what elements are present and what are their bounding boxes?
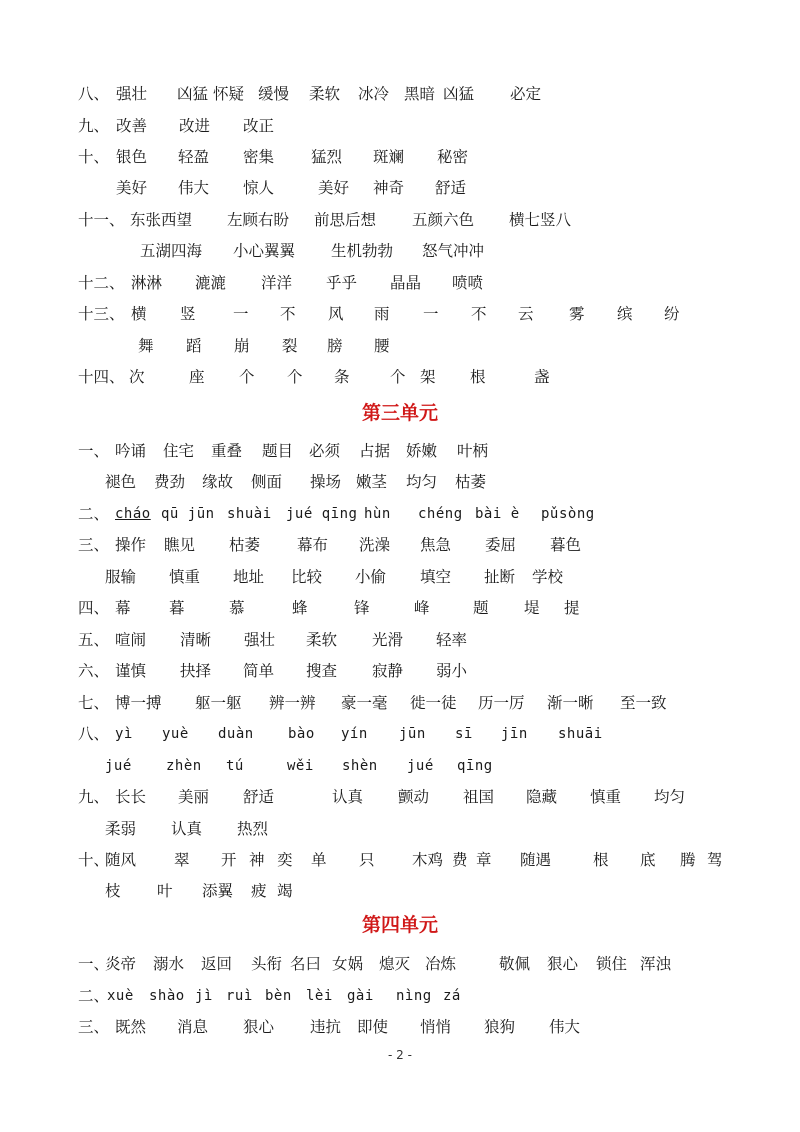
answer-line (0, 111, 800, 141)
answer-word: 伟大 (178, 179, 210, 197)
item-number: 八、 (78, 725, 110, 743)
answer-word: 均匀 (406, 473, 438, 491)
answer-word: 奕 (277, 851, 293, 869)
answer-word: nìng (396, 988, 432, 1004)
answer-word: 左顾右盼 (227, 211, 290, 229)
answer-word: 柔弱 (105, 820, 137, 838)
answer-word: 喷喷 (452, 274, 484, 292)
answer-line (0, 530, 800, 560)
answer-line (0, 142, 800, 172)
answer-word: 纷 (664, 305, 680, 323)
answer-word: yuè (162, 726, 189, 742)
answer-word: 题目 (262, 442, 294, 460)
answer-word: 女娲 (332, 955, 364, 973)
answer-word: 竖 (180, 305, 196, 323)
answer-word: 五颜六色 (412, 211, 475, 229)
answer-word: 晶晶 (390, 274, 422, 292)
answer-word: 峰 (414, 599, 430, 617)
answer-word: 缘故 (202, 473, 234, 491)
answer-word: chéng (418, 506, 463, 522)
answer-word: 斑斓 (373, 148, 405, 166)
answer-word: 强壮 (244, 631, 276, 649)
answer-word: 强壮 (116, 85, 148, 103)
answer-word: 雾 (569, 305, 585, 323)
answer-word: 蹈 (186, 337, 202, 355)
answer-word: 地址 (233, 568, 265, 586)
answer-word: 条 (334, 368, 350, 386)
answer-word: 清晰 (180, 631, 212, 649)
answer-word: 悄悄 (420, 1018, 452, 1036)
answer-word: 比较 (291, 568, 323, 586)
answer-word: 个 (239, 368, 255, 386)
answer-word: 底 (640, 851, 656, 869)
answer-word: 认真 (332, 788, 364, 806)
answer-word: 娇嫩 (406, 442, 438, 460)
answer-word: 横七竖八 (509, 211, 572, 229)
answer-line (0, 499, 800, 529)
answer-word: 柔软 (309, 85, 341, 103)
answer-word: bài è (475, 506, 520, 522)
answer-word: 黑暗 (404, 85, 436, 103)
answer-line (0, 845, 800, 875)
answer-word: 住宅 (163, 442, 195, 460)
answer-line (0, 173, 800, 203)
item-number: 七、 (78, 694, 110, 712)
answer-word: jué qīng (286, 506, 358, 522)
answer-word: 枯萎 (455, 473, 487, 491)
answer-word: 冰冷 (358, 85, 390, 103)
item-number: 九、 (78, 788, 110, 806)
answer-word: 木鸡 (412, 851, 444, 869)
answer-word: 历一厉 (478, 694, 525, 712)
answer-line (0, 625, 800, 655)
answer-word: 违抗 (310, 1018, 342, 1036)
answer-word: 狼狗 (484, 1018, 516, 1036)
answer-line (0, 562, 800, 592)
answer-line (0, 876, 800, 906)
answer-word: 美丽 (178, 788, 210, 806)
answer-word: qīng (457, 758, 493, 774)
answer-word: 凶猛 (177, 85, 209, 103)
answer-word: 提 (564, 599, 580, 617)
answer-word: 枯萎 (229, 536, 261, 554)
answer-word: 云 (518, 305, 534, 323)
answer-word: 操场 (310, 473, 342, 491)
answer-word: 不 (280, 305, 296, 323)
answer-word: 个 (390, 368, 406, 386)
answer-word: 炎帝 (105, 955, 137, 973)
answer-line (0, 782, 800, 812)
answer-line (0, 949, 800, 979)
answer-word: 翠 (174, 851, 190, 869)
answer-word: yín (341, 726, 368, 742)
answer-word: sī (455, 726, 473, 742)
answer-line (0, 981, 800, 1011)
answer-word: 慕 (229, 599, 245, 617)
answer-word: 小心翼翼 (233, 242, 296, 260)
item-number: 十四、 (78, 368, 125, 386)
item-number: 一、 (78, 442, 110, 460)
item-number: 五、 (78, 631, 110, 649)
answer-line (0, 814, 800, 844)
answer-word: 乎乎 (326, 274, 358, 292)
answer-word: 舞 (138, 337, 154, 355)
answer-word: 熄灭 (379, 955, 411, 973)
answer-word: 架 (420, 368, 436, 386)
answer-line (0, 299, 800, 329)
answer-word: 怀疑 (213, 85, 245, 103)
answer-word: 必须 (309, 442, 341, 460)
answer-word: 喧闹 (115, 631, 147, 649)
answer-line (0, 79, 800, 109)
answer-word: 躯一躯 (195, 694, 242, 712)
item-number: 二、 (78, 505, 110, 523)
answer-word: jué (407, 758, 434, 774)
answer-word: 返回 (201, 955, 233, 973)
answer-word: 嫩茎 (356, 473, 388, 491)
answer-word: 狠心 (243, 1018, 275, 1036)
item-number: 十、 (78, 851, 110, 869)
answer-word: 弱小 (436, 662, 468, 680)
answer-word: 热烈 (237, 820, 269, 838)
answer-line (0, 268, 800, 298)
item-number: 一、 (78, 955, 110, 973)
item-number: 二、 (78, 987, 110, 1005)
answer-word: 学校 (532, 568, 564, 586)
answer-word: 章 (476, 851, 492, 869)
answer-word: 费 (452, 851, 468, 869)
answer-word: 生机勃勃 (331, 242, 394, 260)
answer-word: 风 (328, 305, 344, 323)
answer-word: sòng (559, 506, 595, 522)
answer-word: 添翼 (202, 882, 234, 900)
answer-word: 舒适 (435, 179, 467, 197)
answer-word: 改善 (116, 117, 148, 135)
item-number: 十三、 (78, 305, 125, 323)
answer-word: 轻盈 (178, 148, 210, 166)
answer-word: 小偷 (355, 568, 387, 586)
answer-line (0, 467, 800, 497)
answer-word: 漉漉 (195, 274, 227, 292)
answer-word: 竭 (277, 882, 293, 900)
answer-word: 隐藏 (526, 788, 558, 806)
page-number: - 2 - (388, 1048, 412, 1062)
answer-word: 焦急 (420, 536, 452, 554)
answer-line (0, 331, 800, 361)
answer-word: 锋 (354, 599, 370, 617)
answer-line (0, 751, 800, 781)
answer-word: 驾 (707, 851, 723, 869)
answer-word: 神 (249, 851, 265, 869)
answer-line (0, 1012, 800, 1042)
answer-word: tú (226, 758, 244, 774)
answer-word: 谨慎 (115, 662, 147, 680)
answer-word: 重叠 (211, 442, 243, 460)
answer-word: 题 (473, 599, 489, 617)
answer-word: 光滑 (372, 631, 404, 649)
item-number: 六、 (78, 662, 110, 680)
answer-word: duàn (218, 726, 254, 742)
answer-word: 认真 (171, 820, 203, 838)
answer-line (0, 236, 800, 266)
answer-word: 慎重 (169, 568, 201, 586)
answer-word: jīn (501, 726, 528, 742)
answer-line (0, 205, 800, 235)
answer-word: 盏 (534, 368, 550, 386)
answer-word: 东张西望 (130, 211, 193, 229)
answer-word: 抉择 (180, 662, 212, 680)
answer-word: 腾 (680, 851, 696, 869)
answer-word: 幕 (115, 599, 131, 617)
answer-line (0, 436, 800, 466)
answer-word: 伟大 (549, 1018, 581, 1036)
answer-line (0, 656, 800, 686)
answer-word: jūn (399, 726, 426, 742)
answer-word: gài (347, 988, 374, 1004)
answer-word: 一 (233, 305, 249, 323)
answer-word: 猛烈 (311, 148, 343, 166)
section-heading-unit-3: 第三单元 (361, 402, 438, 424)
answer-word: 博一搏 (115, 694, 162, 712)
answer-word: 搜查 (306, 662, 338, 680)
answer-word: 美好 (116, 179, 148, 197)
answer-word: bào (288, 726, 315, 742)
answer-word: 次 (129, 368, 145, 386)
answer-word: 随遇 (520, 851, 552, 869)
answer-word: 瞧见 (164, 536, 196, 554)
answer-word: 洗澡 (359, 536, 391, 554)
answer-word: 扯断 (484, 568, 516, 586)
answer-word: 秘密 (437, 148, 469, 166)
item-number: 八、 (78, 85, 110, 103)
item-number: 十二、 (78, 274, 125, 292)
answer-word: 裂 (282, 337, 298, 355)
answer-word: 横 (131, 305, 147, 323)
answer-word: 侧面 (251, 473, 283, 491)
answer-word: 五湖四海 (140, 242, 203, 260)
answer-word: 头衔 (251, 955, 283, 973)
answer-word: 疲 (251, 882, 267, 900)
item-number: 九、 (78, 117, 110, 135)
answer-word: 随风 (105, 851, 137, 869)
answer-word: 慎重 (590, 788, 622, 806)
answer-word: shào (149, 988, 185, 1004)
answer-word: 根 (470, 368, 486, 386)
answer-word: 开 (221, 851, 237, 869)
answer-word: 美好 (318, 179, 350, 197)
answer-word: zá (443, 988, 461, 1004)
answer-word: 均匀 (654, 788, 686, 806)
answer-word: pǔ (541, 506, 559, 522)
answer-word: 暮 (169, 599, 185, 617)
answer-word: 缤 (617, 305, 633, 323)
answer-word: 暮色 (550, 536, 582, 554)
answer-word: 简单 (243, 662, 275, 680)
answer-word: 一 (423, 305, 439, 323)
answer-word: 改进 (179, 117, 211, 135)
answer-word: 褪色 (105, 473, 137, 491)
answer-word: zhèn (166, 758, 202, 774)
answer-word: hùn (364, 506, 391, 522)
answer-word: 幕布 (297, 536, 329, 554)
answer-word: 叶柄 (457, 442, 489, 460)
answer-word: 缓慢 (258, 85, 290, 103)
answer-word: 操作 (115, 536, 147, 554)
answer-word: shuāi (558, 726, 603, 742)
answer-word: 占据 (359, 442, 391, 460)
answer-line (0, 362, 800, 392)
answer-word: 座 (189, 368, 205, 386)
answer-word: 堤 (524, 599, 540, 617)
answer-word: bèn (265, 988, 292, 1004)
answer-word: 崩 (234, 337, 250, 355)
answer-word: 单 (311, 851, 327, 869)
item-number: 四、 (78, 599, 110, 617)
answer-word: 消息 (177, 1018, 209, 1036)
answer-word: 必定 (510, 85, 542, 103)
item-number: 三、 (78, 536, 110, 554)
answer-word: 吟诵 (115, 442, 147, 460)
answer-word: 祖国 (463, 788, 495, 806)
answer-word: 枝 (105, 882, 121, 900)
answer-word: 叶 (157, 882, 173, 900)
answer-word: 蜂 (292, 599, 308, 617)
answer-word: 填空 (420, 568, 452, 586)
answer-word: jué (105, 758, 132, 774)
answer-word: cháo (115, 506, 151, 522)
answer-line (0, 719, 800, 749)
answer-word: 前思后想 (314, 211, 377, 229)
answer-word: 服输 (105, 568, 137, 586)
answer-line (0, 593, 800, 623)
answer-word: 长长 (115, 788, 147, 806)
answer-word: yì (115, 726, 133, 742)
answer-word: 徙一徒 (410, 694, 457, 712)
answer-word: 敬佩 (499, 955, 531, 973)
answer-word: ruì (226, 988, 253, 1004)
answer-word: 神奇 (373, 179, 405, 197)
answer-word: 不 (471, 305, 487, 323)
answer-word: 既然 (115, 1018, 147, 1036)
answer-word: 狠心 (547, 955, 579, 973)
item-number: 三、 (78, 1018, 110, 1036)
answer-word: 浑浊 (640, 955, 672, 973)
answer-word: wěi (287, 758, 314, 774)
answer-word: jì (195, 988, 213, 1004)
answer-word: 柔软 (306, 631, 338, 649)
answer-word: 寂静 (372, 662, 404, 680)
section-heading-unit-4: 第四单元 (361, 914, 438, 936)
answer-word: xuè (107, 988, 134, 1004)
answer-word: 密集 (243, 148, 275, 166)
answer-word: 轻率 (436, 631, 468, 649)
answer-word: 凶猛 (443, 85, 475, 103)
answer-word: 至一致 (620, 694, 667, 712)
answer-word: 洋洋 (261, 274, 293, 292)
answer-word: qū jūn (161, 506, 215, 522)
answer-word: 腰 (374, 337, 390, 355)
answer-word: 银色 (116, 148, 148, 166)
answer-word: 惊人 (243, 179, 275, 197)
answer-word: 膀 (327, 337, 343, 355)
answer-word: 溺水 (153, 955, 185, 973)
answer-word: 个 (287, 368, 303, 386)
answer-word: 委屈 (485, 536, 517, 554)
answer-word: 颤动 (398, 788, 430, 806)
answer-line (0, 688, 800, 718)
answer-word: 只 (359, 851, 375, 869)
answer-word: 名曰 (290, 955, 322, 973)
answer-word: shèn (342, 758, 378, 774)
answer-word: 渐一晰 (547, 694, 594, 712)
answer-word: 冶炼 (425, 955, 457, 973)
answer-word: 改正 (243, 117, 275, 135)
item-number: 十一、 (78, 211, 125, 229)
answer-word: 费劲 (154, 473, 186, 491)
item-number: 十、 (78, 148, 110, 166)
answer-word: 根 (593, 851, 609, 869)
answer-word: 辨一辨 (269, 694, 316, 712)
answer-word: 舒适 (243, 788, 275, 806)
answer-word: 即使 (357, 1018, 389, 1036)
answer-word: 淋淋 (131, 274, 163, 292)
answer-word: 豪一毫 (341, 694, 388, 712)
answer-word: 锁住 (596, 955, 628, 973)
answer-word: 雨 (374, 305, 390, 323)
answer-word: shuài (227, 506, 272, 522)
answer-word: lèi (306, 988, 333, 1004)
answer-word: 怒气冲冲 (422, 242, 485, 260)
